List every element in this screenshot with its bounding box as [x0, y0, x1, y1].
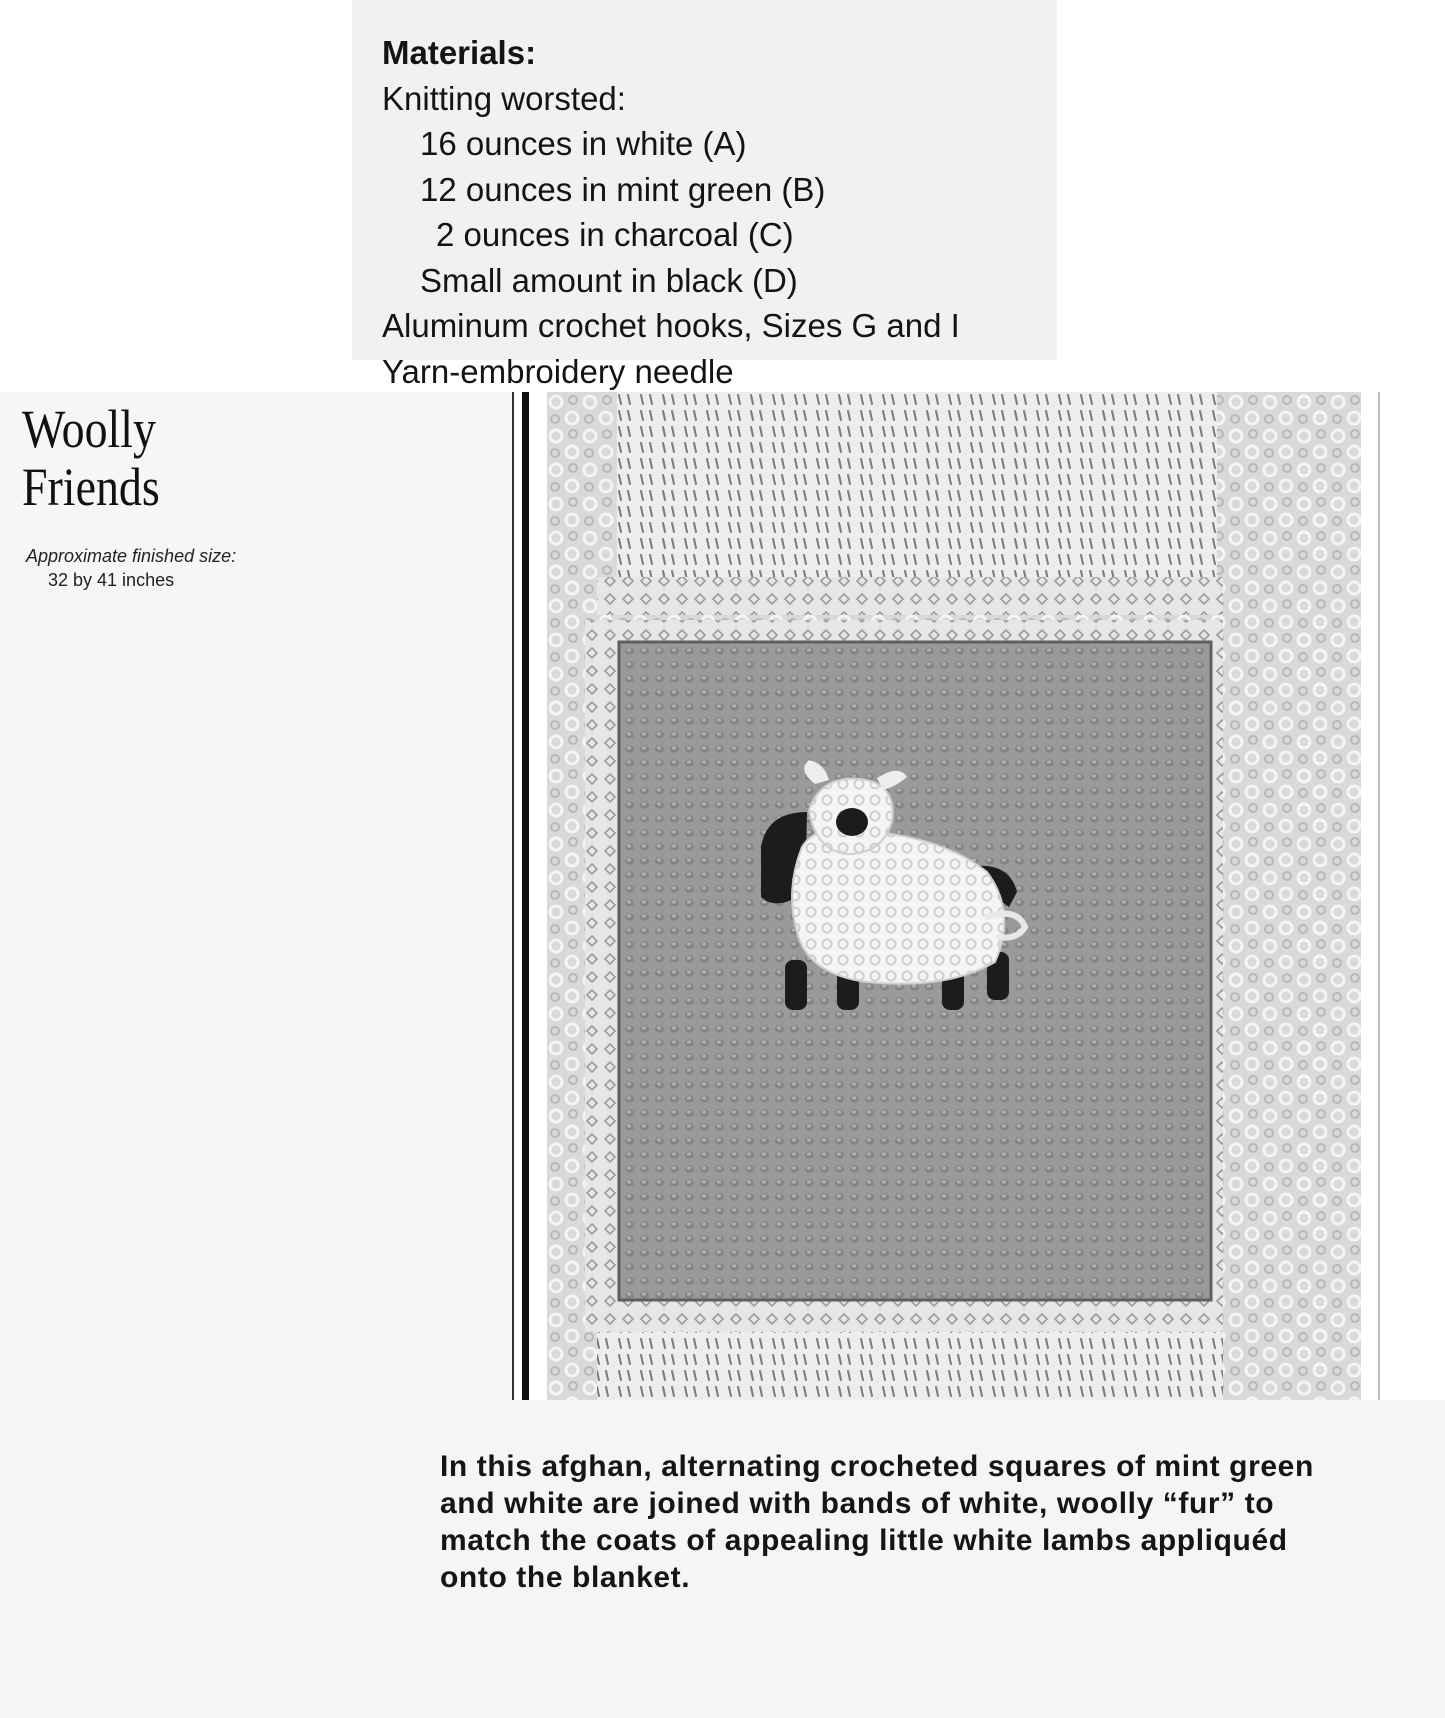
- column-rule: [1378, 392, 1380, 1400]
- title-line: Friends: [22, 457, 160, 517]
- photo-caption: In this afghan, alternating crocheted squares of mint green and white are joined with bands of white, woolly “fur” to match the coats of appealing little white lambs appliquéd onto the blanket.: [440, 1450, 1314, 1594]
- finished-size-label: Approximate finished size:: [26, 546, 237, 566]
- materials-line: 2 ounces in charcoal (C): [436, 216, 794, 253]
- finished-size: [26, 544, 236, 592]
- column-rule: [522, 392, 529, 1400]
- materials-line: 16 ounces in white (A): [420, 125, 747, 162]
- title-line: Woolly: [22, 399, 157, 459]
- materials-line: 12 ounces in mint green (B): [420, 170, 826, 208]
- pattern-title: [22, 400, 160, 516]
- materials-line: Yarn-embroidery needle: [382, 352, 734, 390]
- materials-heading: Materials:: [382, 34, 537, 71]
- column-rule: [512, 392, 514, 1400]
- afghan-photo: [547, 392, 1361, 1400]
- materials-line: Small amount in black (D): [420, 261, 798, 299]
- materials-list: [382, 30, 1042, 394]
- materials-line: Aluminum crochet hooks, Sizes G and I: [382, 307, 960, 344]
- finished-size-value: 32 by 41 inches: [48, 570, 175, 590]
- materials-line: Knitting worsted:: [382, 79, 626, 117]
